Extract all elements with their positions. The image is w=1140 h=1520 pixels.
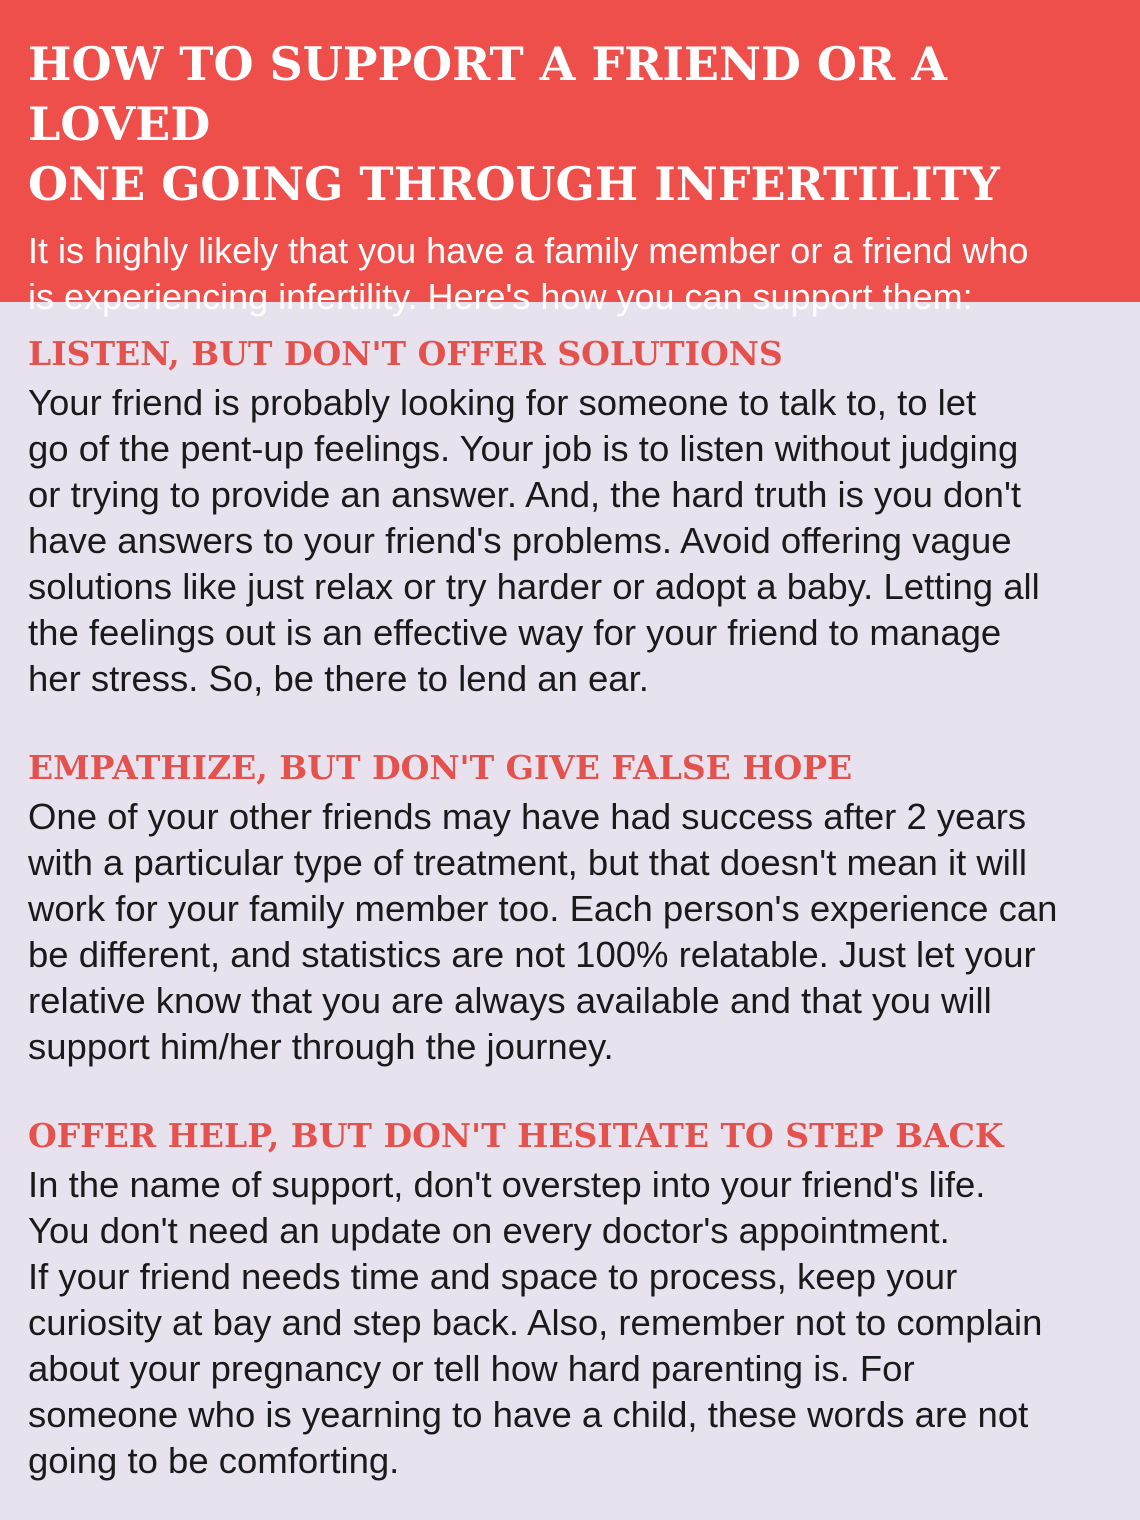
- header-banner: [0, 0, 1140, 317]
- section-body: Your friend is probably looking for someone to talk to, to let go of the pent-up feelings. Your job is to listen without judging or trying to provide an answer. And, the hard truth is you don't have answers to your friend's problems. Avoid offering vague solutions like just relax or try harder or adopt a baby. Letting all the feelings out is an effective way for your friend to manage her stress. So, be there to lend an ear.: [28, 382, 1040, 699]
- section-body: One of your other friends may have had success after 2 years with a particular type of treatment, but that doesn't mean it will work for your family member too. Each person's experience can be different, and statistics are not 100% relatable. Just let your relative know that you are always available and that you will support him/her through the journey.: [28, 796, 1058, 1067]
- content-area: [0, 302, 1140, 1484]
- page-title: HOW TO SUPPORT A FRIEND OR A LOVED ONE GOING THROUGH INFERTILITY: [28, 37, 1000, 211]
- section-listen: [28, 332, 1112, 702]
- section-heading: EMPATHIZE, BUT DON'T GIVE FALSE HOPE: [28, 748, 853, 787]
- section-offer-help: [28, 1114, 1112, 1484]
- section-heading: OFFER HELP, BUT DON'T HESITATE TO STEP BACK: [28, 1116, 1004, 1155]
- section-heading: LISTEN, BUT DON'T OFFER SOLUTIONS: [28, 334, 783, 373]
- section-body: In the name of support, don't overstep into your friend's life. You don't need an update on every doctor's appointment. If your friend needs time and space to process, keep your curiosity at bay and step back. Also, remember not to complain about your pregnancy or tell how hard parenting is. For someone who is yearning to have a child, these words are not going to be comforting.: [28, 1164, 1043, 1481]
- intro-text: It is highly likely that you have a family member or a friend who is experiencing infertility. Here's how you can support them:: [28, 230, 1029, 317]
- section-empathize: [28, 746, 1112, 1070]
